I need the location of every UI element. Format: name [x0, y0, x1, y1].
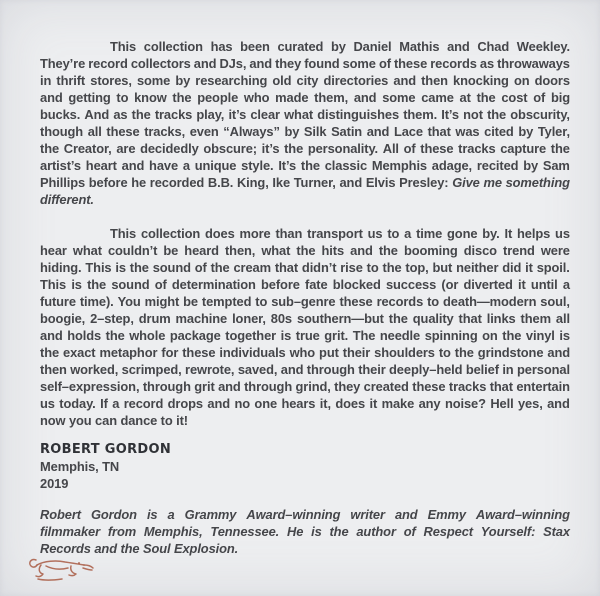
author-name: ROBERT GORDON	[40, 442, 172, 457]
text-line: They’re record collectors and DJs, and they found some of these records as throwaways	[40, 56, 570, 71]
reflection-paragraph	[40, 225, 570, 429]
text-line: and getting to know the people who made them, and some came at the cost of big	[40, 90, 570, 105]
author-block	[40, 441, 570, 492]
text-line: and holds the whole package together is true grit. The needle spinning on the vinyl is	[40, 328, 570, 343]
text-line: hear what couldn’t be heard then, what the hits and the booming disco trend were	[40, 243, 570, 258]
bio-paragraph	[40, 506, 570, 557]
text-line: different.	[40, 192, 94, 207]
text-line: the exact metaphor for these individuals who put their shoulders to the grindstone and	[40, 345, 570, 360]
text-line: then worked, scrimped, rewrote, saved, and through their deeply–held belief in personal	[40, 362, 570, 377]
text-line: self–expression, through grit and through grind, they created these tracks that entertain	[40, 379, 570, 394]
text-line: filmmaker from Memphis, Tennessee. He is the author of Respect Yourself: Stax	[40, 524, 570, 539]
text-line: This is the sound of determination before fate blocked success (or diverted it until a	[40, 277, 570, 292]
text-line: This collection has been curated by Daniel Mathis and Chad Weekley.	[110, 39, 570, 54]
running-animal-sketch-icon	[26, 551, 96, 589]
text-line: boogie, 2–step, drum machine loner, 80s southern—but the quality that links them all	[40, 311, 570, 326]
text-line: hiding. This is the sound of the cream that didn’t rise to the top, but neither did it spoil.	[40, 260, 570, 275]
author-city: Memphis, TN	[40, 459, 120, 474]
text-line: bucks. And as the tracks play, it’s clear what distinguishes them. It’s not the obscurity,	[40, 107, 570, 122]
text-line: us today. If a record drops and no one hears it, does it make any noise? Hell yes, and	[40, 396, 570, 411]
text-line: This collection does more than transport us to a time gone by. It helps us	[110, 226, 570, 241]
text-line: future time). You might be tempted to sub–genre these records to death—modern soul,	[40, 294, 570, 309]
text-column	[40, 38, 570, 557]
intro-paragraph	[40, 38, 570, 208]
author-year: 2019	[40, 476, 69, 491]
text-line: Phillips before he recorded B.B. King, Ike Turner, and Elvis Presley: Give me something	[40, 175, 570, 190]
text-line: Records and the Soul Explosion.	[40, 541, 239, 556]
signature-svg	[26, 551, 96, 589]
text-line: now you can dance to it!	[40, 413, 189, 428]
text-line: in thrift stores, some by researching old city directories and then knocking on doors	[40, 73, 570, 88]
text-line: though all these tracks, even “Always” by Silk Satin and Lace that was cited by Tyler,	[40, 124, 570, 139]
text-line: the Creator, are decidedly obscure; it’s the personality. All of these tracks capture the	[40, 141, 570, 156]
text-line: Robert Gordon is a Grammy Award–winning writer and Emmy Award–winning	[40, 507, 570, 522]
text-line: artist’s heart and have a unique style. It’s the classic Memphis adage, recited by Sam	[40, 158, 570, 173]
